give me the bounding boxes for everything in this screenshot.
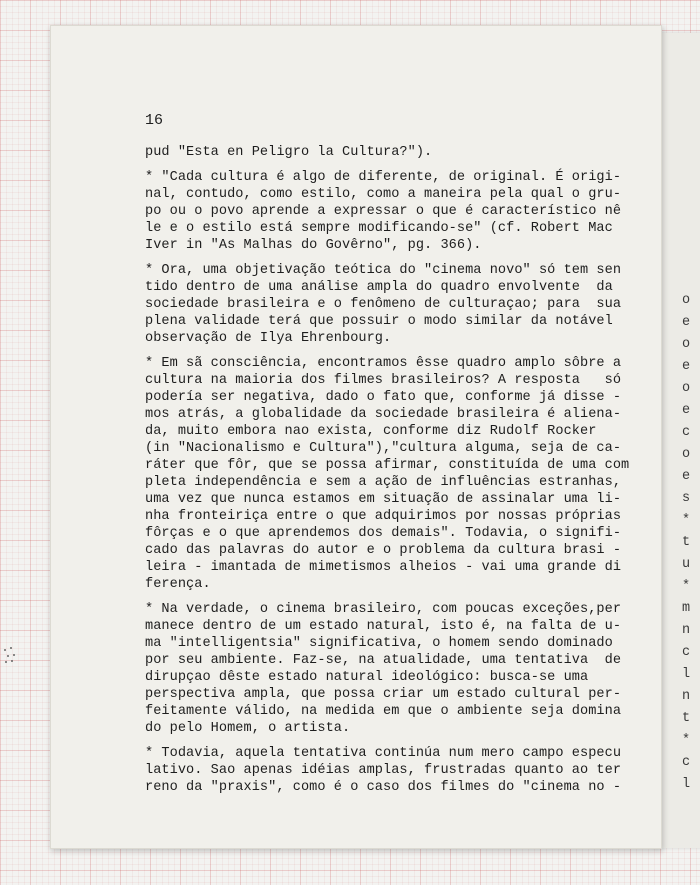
paragraph (145, 745, 625, 796)
text-line: nal, contudo, como estilo, como a maneira pela qual o gru- (145, 187, 622, 202)
text-line: por seu ambiente. Faz-se, na atualidade, uma tentativa de (145, 653, 622, 668)
next-page-letter: o (682, 293, 691, 308)
next-page-letter: * (682, 513, 691, 528)
text-line: ferença. (145, 577, 211, 592)
next-page-letter: l (682, 777, 691, 792)
next-page-text-fragments (682, 290, 690, 796)
next-page-letter: e (682, 403, 691, 418)
next-page-letter: l (682, 667, 691, 682)
paragraph (145, 601, 625, 737)
text-line: sociedade brasileira e o fenômeno de culturaçao; para sua (145, 297, 622, 312)
text-line: tido dentro de uma análise ampla do quadro envolvente da (145, 280, 613, 295)
next-page-letter: n (682, 689, 691, 704)
text-line: mos atrás, a globalidade da sociedade brasileira é aliena- (145, 407, 622, 422)
next-page-letter: t (682, 535, 691, 550)
next-page-letter: c (682, 425, 691, 440)
next-page-letter: e (682, 315, 691, 330)
text-line: manece dentro de um estado natural, isto é, na falta de u- (145, 619, 622, 634)
text-line: podería ser negativa, dado o fato que, conforme já disse - (145, 390, 622, 405)
typed-body-text (145, 144, 630, 804)
next-page-letter: e (682, 359, 691, 374)
text-line: po ou o povo aprende a expressar o que é característico nê (145, 204, 622, 219)
next-page-letter: t (682, 711, 691, 726)
next-page-letter: m (682, 601, 691, 616)
page-number: 16 (145, 112, 164, 129)
text-line: Iver in "As Malhas do Govêrno", pg. 366). (145, 238, 482, 253)
text-line: dirupçao dêste estado natural ideológico: busca-se uma (145, 670, 589, 685)
text-line: (in "Nacionalismo e Cultura"),"cultura alguma, seja de ca- (145, 441, 622, 456)
paragraph (145, 144, 625, 161)
text-line: uma vez que nunca estamos em situação de assinalar uma li- (145, 492, 622, 507)
text-line: observação de Ilya Ehrenbourg. (145, 331, 392, 346)
paragraph (145, 262, 625, 347)
text-line: * Todavia, aquela tentativa continúa num mero campo especu (145, 746, 622, 761)
text-line: * Ora, uma objetivação teótica do "cinema novo" só tem sen (145, 263, 622, 278)
text-line: lativo. Sao apenas idéias amplas, frustradas quanto ao ter (145, 763, 622, 778)
text-line: fôrças e o que aprendemos dos demais". Todavia, o signifi- (145, 526, 622, 541)
text-line: * Em sã consciência, encontramos êsse quadro amplo sôbre a (145, 356, 622, 371)
text-line: perspectiva ampla, que possa criar um estado cultural per- (145, 687, 622, 702)
paragraph (145, 355, 630, 593)
text-line: feitamente válido, na medida em que o ambiente seja domina (145, 704, 622, 719)
text-line: do pelo Homem, o artista. (145, 721, 351, 736)
next-page-letter: c (682, 755, 691, 770)
text-line: reno da "praxis", como é o caso dos filmes do "cinema no - (145, 780, 622, 795)
text-line: * "Cada cultura é algo de diferente, de original. É origi- (145, 170, 622, 185)
next-page-letter: c (682, 645, 691, 660)
text-line: da, muito embora nao exista, conforme diz Rudolf Rocker (145, 424, 597, 439)
text-line: pleta independência e sem a ação de influências estranhas, (145, 475, 622, 490)
next-page-letter: o (682, 337, 691, 352)
next-page-letter: * (682, 733, 691, 748)
text-line: cado das palavras do autor e o problema da cultura brasi - (145, 543, 622, 558)
next-page-letter: * (682, 579, 691, 594)
text-line: ráter que fôr, que se possa afirmar, constituída de uma com (145, 458, 630, 473)
text-line: ma "intelligentsia" significativa, o homem sendo dominado (145, 636, 613, 651)
next-page-letter: n (682, 623, 691, 638)
text-line: nha fronteiriça entre o que adquirimos por nossas próprias (145, 509, 622, 524)
next-page-letter: s (682, 491, 691, 506)
next-page-letter: u (682, 557, 691, 572)
punch-dots (2, 645, 16, 675)
text-line: le e o estilo está sempre modificando-se" (cf. Robert Mac (145, 221, 613, 236)
next-page-letter: o (682, 381, 691, 396)
text-line: cultura na maioria dos filmes brasileiros? A resposta só (145, 373, 622, 388)
text-line: plena validade terá que possuir o modo similar da notável (145, 314, 613, 329)
paragraph (145, 169, 625, 254)
next-page-letter: e (682, 469, 691, 484)
text-line: leira - imantada de mimetismos alheios - vai uma grande di (145, 560, 622, 575)
text-line: * Na verdade, o cinema brasileiro, com poucas exceções,per (145, 602, 622, 617)
next-page-letter: o (682, 447, 691, 462)
text-line: pud "Esta en Peligro la Cultura?"). (145, 145, 433, 160)
